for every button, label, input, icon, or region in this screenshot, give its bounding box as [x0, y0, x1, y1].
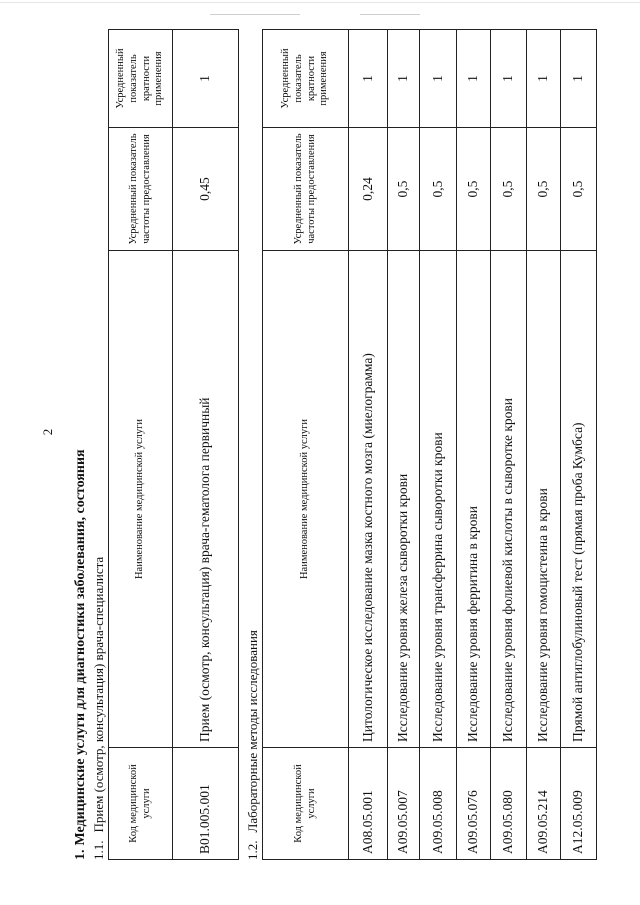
section-2-heading [245, 630, 261, 860]
frequency-value: 0,5 [457, 128, 491, 251]
table-row [420, 30, 457, 860]
column-header-multiplicity: Усредненный показатель кратности применения [109, 30, 173, 128]
column-header-frequency: Усредненный показатель частоты предоставления [263, 128, 349, 251]
heading-number: 1. [73, 849, 88, 860]
table-row [173, 30, 239, 860]
frequency-value: 0,24 [349, 128, 388, 251]
rotated-document-content [65, 30, 615, 860]
multiplicity-value: 1 [349, 30, 388, 128]
multiplicity-value: 1 [173, 30, 239, 128]
main-heading [73, 449, 89, 860]
multiplicity-value: 1 [420, 30, 457, 128]
table-header-row [263, 30, 349, 860]
service-name: Исследование уровня фолиевой кислоты в сыворотке крови [491, 251, 527, 748]
column-header-name: Наименование медицинской услуги [109, 251, 173, 748]
section-title: Лабораторные методы исследования [245, 630, 260, 833]
service-name: Исследование уровня железа сыворотки крови [388, 251, 420, 748]
service-code: A09.05.007 [388, 748, 420, 860]
section-number: 1.2. [245, 840, 260, 860]
service-name: Цитологическое исследование мазка костного мозга (миелограмма) [349, 251, 388, 748]
service-code: A12.05.009 [561, 748, 597, 860]
scan-edge-mark [360, 14, 420, 15]
section-title: Прием (осмотр, консультация) врача-специалиста [91, 556, 106, 833]
column-header-name: Наименование медицинской услуги [263, 251, 349, 748]
service-name: Прием (осмотр, консультация) врача-гематолога первичный [173, 251, 239, 748]
multiplicity-value: 1 [388, 30, 420, 128]
frequency-value: 0,5 [561, 128, 597, 251]
multiplicity-value: 1 [561, 30, 597, 128]
table-row [349, 30, 388, 860]
service-code: A09.05.214 [527, 748, 561, 860]
table-row [457, 30, 491, 860]
service-code: A09.05.008 [420, 748, 457, 860]
multiplicity-value: 1 [491, 30, 527, 128]
section-1-heading [91, 557, 107, 860]
service-name: Исследование уровня трансферрина сыворотки крови [420, 251, 457, 748]
scan-edge-mark [0, 2, 640, 3]
column-header-frequency: Усредненный показатель частоты предоставления [109, 128, 173, 251]
page-number: 2 [40, 428, 55, 436]
table-row [388, 30, 420, 860]
frequency-value: 0,5 [420, 128, 457, 251]
table-header-row [109, 30, 173, 860]
column-header-code: Код медицинской услуги [109, 748, 173, 860]
section-number: 1.1. [91, 840, 106, 860]
frequency-value: 0,45 [173, 128, 239, 251]
service-code: B01.005.001 [173, 748, 239, 860]
laboratory-methods-table [262, 29, 597, 860]
heading-title: Медицинские услуги для диагностики заболевания, состояния [73, 449, 88, 846]
consultations-table [108, 29, 239, 860]
frequency-value: 0,5 [388, 128, 420, 251]
service-code: A09.05.080 [491, 748, 527, 860]
service-name: Исследование уровня гомоцистеина в крови [527, 251, 561, 748]
multiplicity-value: 1 [527, 30, 561, 128]
column-header-code: Код медицинской услуги [263, 748, 349, 860]
multiplicity-value: 1 [457, 30, 491, 128]
table-row [561, 30, 597, 860]
service-name: Прямой антиглобулиновый тест (прямая проба Кумбса) [561, 251, 597, 748]
scan-edge-mark [210, 14, 300, 15]
service-code: A09.05.076 [457, 748, 491, 860]
service-code: A08.05.001 [349, 748, 388, 860]
frequency-value: 0,5 [491, 128, 527, 251]
table-row [527, 30, 561, 860]
frequency-value: 0,5 [527, 128, 561, 251]
service-name: Исследование уровня ферритина в крови [457, 251, 491, 748]
column-header-multiplicity: Усредненный показатель кратности применения [263, 30, 349, 128]
table-row [491, 30, 527, 860]
